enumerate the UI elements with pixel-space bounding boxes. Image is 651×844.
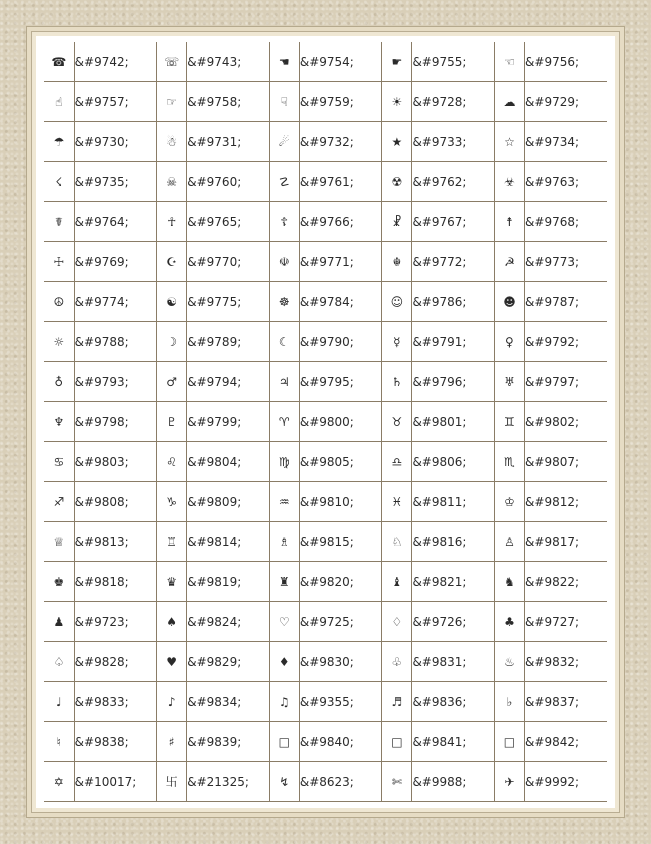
entity-code-cell: &#9822; xyxy=(525,562,607,602)
entity-code-cell: &#9839; xyxy=(187,722,269,762)
entity-code-cell: &#9726; xyxy=(412,602,494,642)
entity-code-cell: &#9795; xyxy=(299,362,381,402)
entity-code-cell: &#9801; xyxy=(412,402,494,442)
glyph-cell: ♒ xyxy=(269,482,299,522)
glyph-cell: ☂ xyxy=(44,122,74,162)
glyph-cell: ♧ xyxy=(382,642,412,682)
glyph-cell: ♯ xyxy=(157,722,187,762)
entity-code-cell: &#9832; xyxy=(525,642,607,682)
entity-code-cell: &#9754; xyxy=(299,42,381,82)
glyph-cell: ♆ xyxy=(44,402,74,442)
glyph-cell: ♑ xyxy=(157,482,187,522)
entity-code-cell: &#9806; xyxy=(412,442,494,482)
glyph-cell: ☬ xyxy=(382,242,412,282)
entity-code-cell: &#9725; xyxy=(299,602,381,642)
glyph-cell: ♦ xyxy=(269,642,299,682)
glyph-cell: ☿ xyxy=(382,322,412,362)
entity-code-cell: &#9814; xyxy=(187,522,269,562)
entity-code-cell: &#9784; xyxy=(299,282,381,322)
entity-code-cell: &#9743; xyxy=(187,42,269,82)
entity-code-cell: &#9988; xyxy=(412,762,494,802)
glyph-cell: ♏ xyxy=(494,442,524,482)
entity-code-cell: &#9786; xyxy=(412,282,494,322)
entity-code-cell: &#10017; xyxy=(74,762,156,802)
glyph-cell: ☏ xyxy=(157,42,187,82)
glyph-cell: ♣ xyxy=(494,602,524,642)
entity-code-cell: &#9790; xyxy=(299,322,381,362)
glyph-cell: ☛ xyxy=(382,42,412,82)
entity-code-cell: &#9812; xyxy=(525,482,607,522)
entity-code-cell: &#9821; xyxy=(412,562,494,602)
table-row xyxy=(44,722,607,762)
glyph-cell: ☤ xyxy=(44,202,74,242)
glyph-cell: ↯ xyxy=(269,762,299,802)
glyph-cell: ✄ xyxy=(382,762,412,802)
glyph-cell: ☄ xyxy=(269,122,299,162)
glyph-cell: ♜ xyxy=(269,562,299,602)
glyph-cell: ♙ xyxy=(494,522,524,562)
glyph-cell: ♊ xyxy=(494,402,524,442)
glyph-cell: ♝ xyxy=(382,562,412,602)
glyph-cell: ♋ xyxy=(44,442,74,482)
glyph-cell: ☺ xyxy=(382,282,412,322)
entity-code-cell: &#9841; xyxy=(412,722,494,762)
entity-code-cell: &#9792; xyxy=(525,322,607,362)
entity-code-cell: &#9769; xyxy=(74,242,156,282)
entity-code-cell: &#9771; xyxy=(299,242,381,282)
entity-code-cell: &#9759; xyxy=(299,82,381,122)
glyph-cell: ☨ xyxy=(494,202,524,242)
entity-code-cell: &#9731; xyxy=(187,122,269,162)
entity-code-cell: &#9817; xyxy=(525,522,607,562)
entity-code-cell: &#21325; xyxy=(187,762,269,802)
entity-code-cell: &#9834; xyxy=(187,682,269,722)
entity-code-cell: &#9829; xyxy=(187,642,269,682)
entity-code-cell: &#9840; xyxy=(299,722,381,762)
entity-code-cell: &#9788; xyxy=(74,322,156,362)
glyph-cell: ♇ xyxy=(157,402,187,442)
glyph-cell: ☽ xyxy=(157,322,187,362)
entity-code-cell: &#9733; xyxy=(412,122,494,162)
glyph-cell: ☼ xyxy=(44,322,74,362)
glyph-cell: ♡ xyxy=(269,602,299,642)
table-row xyxy=(44,562,607,602)
glyph-cell: ☃ xyxy=(157,122,187,162)
glyph-cell: ☥ xyxy=(157,202,187,242)
table-row xyxy=(44,162,607,202)
table-row xyxy=(44,122,607,162)
table-row xyxy=(44,242,607,282)
entity-code-cell: &#9734; xyxy=(525,122,607,162)
glyph-cell: ☜ xyxy=(494,42,524,82)
glyph-cell: ☩ xyxy=(44,242,74,282)
entity-code-cell: &#9775; xyxy=(187,282,269,322)
entity-code-cell: &#9742; xyxy=(74,42,156,82)
glyph-cell: ☧ xyxy=(382,202,412,242)
entity-code-cell: &#9762; xyxy=(412,162,494,202)
glyph-cell: ☟ xyxy=(269,82,299,122)
entity-code-cell: &#9809; xyxy=(187,482,269,522)
entity-code-cell: &#9819; xyxy=(187,562,269,602)
entity-code-cell: &#9761; xyxy=(299,162,381,202)
glyph-cell: ♟ xyxy=(44,602,74,642)
entity-code-cell: &#9811; xyxy=(412,482,494,522)
table-frame xyxy=(32,32,619,812)
entity-code-cell: &#9797; xyxy=(525,362,607,402)
glyph-cell: ☝ xyxy=(44,82,74,122)
entity-code-cell: &#9723; xyxy=(74,602,156,642)
glyph-cell: ☫ xyxy=(269,242,299,282)
glyph-cell: ★ xyxy=(382,122,412,162)
glyph-cell: ♁ xyxy=(44,362,74,402)
entity-code-cell: &#9808; xyxy=(74,482,156,522)
entity-code-cell: &#9755; xyxy=(412,42,494,82)
glyph-cell: ♢ xyxy=(382,602,412,642)
entity-code-cell: &#9787; xyxy=(525,282,607,322)
glyph-cell: ♈ xyxy=(269,402,299,442)
entity-code-cell: &#9732; xyxy=(299,122,381,162)
glyph-cell: ♠ xyxy=(157,602,187,642)
glyph-cell: □ xyxy=(269,722,299,762)
entity-code-cell: &#9828; xyxy=(74,642,156,682)
entity-code-cell: &#9833; xyxy=(74,682,156,722)
entity-code-cell: &#9842; xyxy=(525,722,607,762)
glyph-cell: ♪ xyxy=(157,682,187,722)
glyph-cell: ☣ xyxy=(494,162,524,202)
glyph-cell: ☚ xyxy=(269,42,299,82)
glyph-cell: ☠ xyxy=(157,162,187,202)
table-row xyxy=(44,442,607,482)
entity-code-cell: &#9810; xyxy=(299,482,381,522)
glyph-cell: ☯ xyxy=(157,282,187,322)
glyph-cell: ☪ xyxy=(157,242,187,282)
entity-code-cell: &#9791; xyxy=(412,322,494,362)
glyph-cell: ♫ xyxy=(269,682,299,722)
glyph-cell: ♤ xyxy=(44,642,74,682)
glyph-cell: ♔ xyxy=(494,482,524,522)
entity-code-cell: &#9807; xyxy=(525,442,607,482)
glyph-cell: ✈ xyxy=(494,762,524,802)
glyph-cell: ♌ xyxy=(157,442,187,482)
entity-code-cell: &#9730; xyxy=(74,122,156,162)
glyph-cell: ♞ xyxy=(494,562,524,602)
glyph-cell: ✡ xyxy=(44,762,74,802)
glyph-cell: ☁ xyxy=(494,82,524,122)
glyph-cell: ♖ xyxy=(157,522,187,562)
glyph-cell: ☆ xyxy=(494,122,524,162)
glyph-cell: ♛ xyxy=(157,562,187,602)
table-row xyxy=(44,402,607,442)
entity-code-cell: &#9767; xyxy=(412,202,494,242)
entity-code-cell: &#9760; xyxy=(187,162,269,202)
glyph-cell: ☢ xyxy=(382,162,412,202)
entity-code-cell: &#9799; xyxy=(187,402,269,442)
glyph-cell: ♃ xyxy=(269,362,299,402)
entity-code-cell: &#9793; xyxy=(74,362,156,402)
entity-code-cell: &#9756; xyxy=(525,42,607,82)
entity-code-cell: &#9355; xyxy=(299,682,381,722)
entity-code-cell: &#9836; xyxy=(412,682,494,722)
table-row xyxy=(44,682,607,722)
table-row xyxy=(44,482,607,522)
entity-code-cell: &#9838; xyxy=(74,722,156,762)
entity-code-cell: &#9816; xyxy=(412,522,494,562)
table-row xyxy=(44,82,607,122)
glyph-cell: ♬ xyxy=(382,682,412,722)
glyph-cell: □ xyxy=(382,722,412,762)
glyph-cell: □ xyxy=(494,722,524,762)
glyph-cell: ♚ xyxy=(44,562,74,602)
entity-code-cell: &#9803; xyxy=(74,442,156,482)
entity-code-cell: &#9765; xyxy=(187,202,269,242)
glyph-cell: ☎ xyxy=(44,42,74,82)
glyph-cell: ☭ xyxy=(494,242,524,282)
entity-code-cell: &#9802; xyxy=(525,402,607,442)
entity-code-cell: &#9772; xyxy=(412,242,494,282)
entity-code-cell: &#9831; xyxy=(412,642,494,682)
table-row xyxy=(44,762,607,802)
glyph-cell: ☸ xyxy=(269,282,299,322)
entity-code-cell: &#9800; xyxy=(299,402,381,442)
glyph-cell: ♥ xyxy=(157,642,187,682)
table-row xyxy=(44,522,607,562)
glyph-cell: 卐 xyxy=(157,762,187,802)
glyph-cell: ♂ xyxy=(157,362,187,402)
glyph-cell: ♍ xyxy=(269,442,299,482)
glyph-cell: ♘ xyxy=(382,522,412,562)
glyph-cell: ♕ xyxy=(44,522,74,562)
entity-code-cell: &#9758; xyxy=(187,82,269,122)
entity-code-cell: &#9804; xyxy=(187,442,269,482)
table-row xyxy=(44,642,607,682)
entity-code-cell: &#9794; xyxy=(187,362,269,402)
entity-code-cell: &#9774; xyxy=(74,282,156,322)
glyph-cell: ♨ xyxy=(494,642,524,682)
glyph-cell: ♗ xyxy=(269,522,299,562)
glyph-cell: ☮ xyxy=(44,282,74,322)
table-row xyxy=(44,602,607,642)
entity-table xyxy=(44,42,607,802)
glyph-cell: ♐ xyxy=(44,482,74,522)
entity-code-cell: &#9813; xyxy=(74,522,156,562)
glyph-cell: ♭ xyxy=(494,682,524,722)
table-row xyxy=(44,42,607,82)
glyph-cell: ♅ xyxy=(494,362,524,402)
glyph-cell: ♀ xyxy=(494,322,524,362)
glyph-cell: ☇ xyxy=(44,162,74,202)
entity-code-cell: &#9837; xyxy=(525,682,607,722)
table-row xyxy=(44,362,607,402)
glyph-cell: ♮ xyxy=(44,722,74,762)
glyph-cell: ☦ xyxy=(269,202,299,242)
glyph-cell: ☡ xyxy=(269,162,299,202)
entity-code-cell: &#9729; xyxy=(525,82,607,122)
glyph-cell: ☞ xyxy=(157,82,187,122)
entity-code-cell: &#9815; xyxy=(299,522,381,562)
entity-code-cell: &#9727; xyxy=(525,602,607,642)
entity-code-cell: &#9798; xyxy=(74,402,156,442)
entity-code-cell: &#9770; xyxy=(187,242,269,282)
entity-code-cell: &#9824; xyxy=(187,602,269,642)
entity-code-cell: &#9805; xyxy=(299,442,381,482)
entity-code-cell: &#9764; xyxy=(74,202,156,242)
entity-code-cell: &#9992; xyxy=(525,762,607,802)
glyph-cell: ☾ xyxy=(269,322,299,362)
entity-code-cell: &#9789; xyxy=(187,322,269,362)
entity-code-cell: &#9796; xyxy=(412,362,494,402)
table-row xyxy=(44,282,607,322)
glyph-cell: ♩ xyxy=(44,682,74,722)
entity-code-cell: &#9830; xyxy=(299,642,381,682)
entity-code-cell: &#9820; xyxy=(299,562,381,602)
entity-code-cell: &#9728; xyxy=(412,82,494,122)
entity-code-cell: &#9773; xyxy=(525,242,607,282)
entity-code-cell: &#9757; xyxy=(74,82,156,122)
glyph-cell: ☀ xyxy=(382,82,412,122)
glyph-cell: ♉ xyxy=(382,402,412,442)
table-row xyxy=(44,322,607,362)
glyph-cell: ☻ xyxy=(494,282,524,322)
entity-code-cell: &#9768; xyxy=(525,202,607,242)
glyph-cell: ♄ xyxy=(382,362,412,402)
glyph-cell: ♓ xyxy=(382,482,412,522)
entity-code-cell: &#9766; xyxy=(299,202,381,242)
table-row xyxy=(44,202,607,242)
entity-code-cell: &#9735; xyxy=(74,162,156,202)
entity-code-cell: &#8623; xyxy=(299,762,381,802)
glyph-cell: ♎ xyxy=(382,442,412,482)
entity-code-cell: &#9763; xyxy=(525,162,607,202)
entity-code-cell: &#9818; xyxy=(74,562,156,602)
